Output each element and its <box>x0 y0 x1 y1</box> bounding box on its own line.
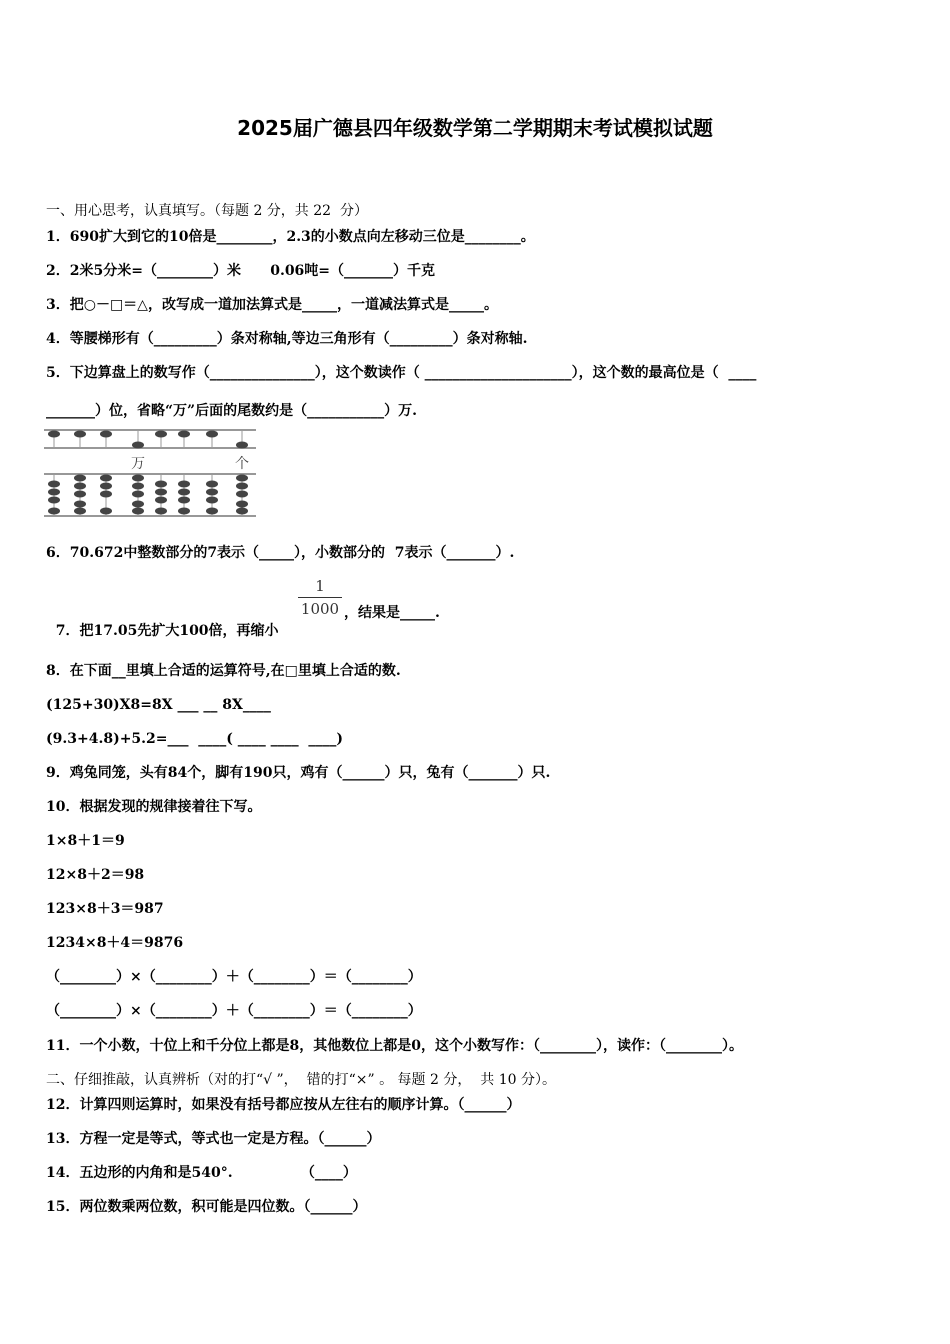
question-13: 13．方程一定是等式，等式也一定是方程。（______） <box>46 1131 381 1147</box>
fraction-numerator: 1 <box>315 577 325 595</box>
question-14: 14．五边形的内角和是540°. （____） <box>46 1165 357 1181</box>
question-10-pattern-1: 1×8＋1＝9 <box>46 833 125 849</box>
question-7-text-a: 7．把17.05先扩大100倍，再缩小 <box>55 623 279 639</box>
question-11: 11．一个小数，十位上和千分位上都是8，其他数位上都是0，这个小数写作：（________），读作：（________）。 <box>46 1038 743 1054</box>
question-12: 12．计算四则运算时，如果没有括号都应按从左往右的顺序计算。（______） <box>46 1097 521 1113</box>
section-heading-2: 二、仔细推敲，认真辨析（对的打“√ ”， 错的打“×” 。 每题 2 分， 共 10 分）。 <box>46 1072 556 1088</box>
question-8-equation-a: (125+30)X8=8X ___ __ 8X____ <box>46 697 271 713</box>
abacus-label-ge: 个 <box>235 456 249 472</box>
question-8: 8．在下面__里填上合适的运算符号,在□里填上合适的数. <box>46 663 401 679</box>
page-title: 2025届广德县四年级数学第二学期期末考试模拟试题 <box>237 116 713 140</box>
question-2: 2．2米5分米=（________）米 0.06吨=（_______）千克 <box>46 263 436 279</box>
question-10-blank-1: （________）×（________）＋（________）＝（________） <box>46 969 422 985</box>
question-1: 1．690扩大到它的10倍是________，2.3的小数点向左移动三位是________。 <box>46 229 535 245</box>
question-15: 15．两位数乘两位数，积可能是四位数。（______） <box>46 1199 367 1215</box>
question-8-equation-b: (9.3+4.8)+5.2=___ ____( ____ ____ ____) <box>46 731 344 747</box>
question-6: 6．70.672中整数部分的7表示（_____），小数部分的 7表示（_______）. <box>46 545 515 561</box>
question-10-pattern-2: 12×8＋2＝98 <box>46 867 145 883</box>
question-10-pattern-3: 123×8＋3＝987 <box>46 901 164 917</box>
question-3: 3．把○－□＝△，改写成一道加法算式是_____，一道减法算式是_____。 <box>46 297 498 313</box>
question-7 <box>46 604 279 640</box>
question-4: 4．等腰梯形有（_________）条对称轴,等边三角形有（_________）条对称轴. <box>46 331 528 347</box>
question-7-text-b: ，结果是_____. <box>344 605 440 621</box>
question-10-pattern-4: 1234×8＋4＝9876 <box>46 935 184 951</box>
abacus-figure <box>44 428 256 520</box>
abacus-label-wan: 万 <box>131 456 145 472</box>
question-9: 9．鸡兔同笼，头有84个，脚有190只，鸡有（______）只，兔有（_______）只. <box>46 765 551 781</box>
fraction-denominator: 1000 <box>300 600 340 618</box>
question-5-line-1: 5．下边算盘上的数写作（_______________），这个数读作（ _____________________），这个数的最高位是（ ____ <box>46 365 757 381</box>
fraction-1-over-1000 <box>298 576 342 619</box>
question-10: 10．根据发现的规律接着往下写。 <box>46 799 262 815</box>
question-10-blank-2: （________）×（________）＋（________）＝（________） <box>46 1003 422 1019</box>
section-heading-1: 一、用心思考，认真填写。（每题 2 分，共 22 分） <box>46 203 368 219</box>
question-5-line-2: _______）位，省略“万”后面的尾数约是（___________）万. <box>46 403 417 419</box>
